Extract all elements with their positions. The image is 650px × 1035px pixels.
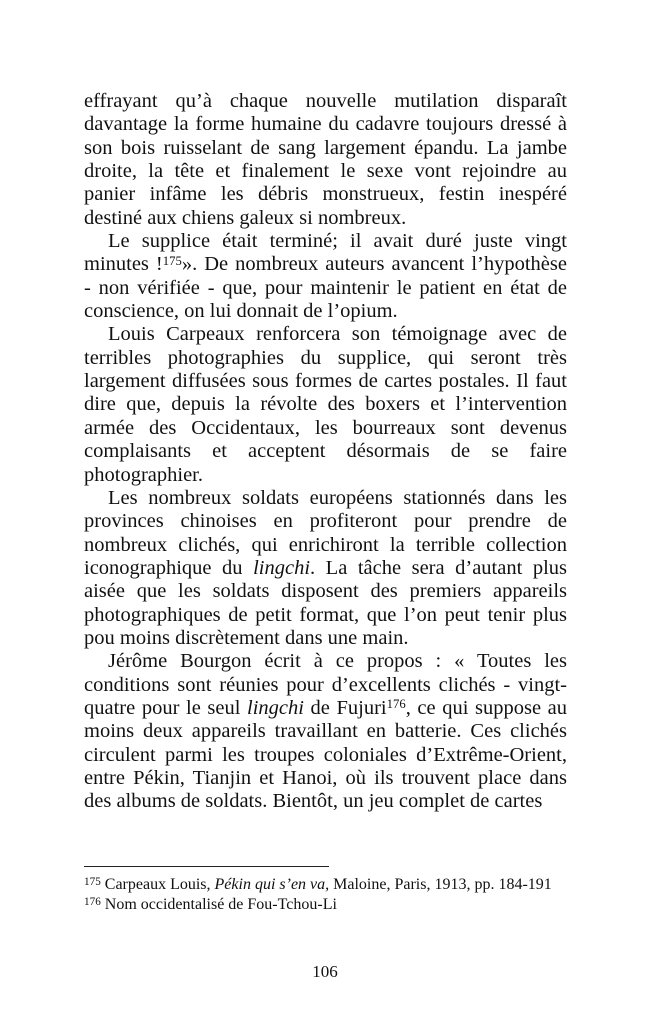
footnote-number: 176 xyxy=(84,895,101,908)
footnote-text: Maloine, Paris, 1913, pp. 184-191 xyxy=(329,876,552,893)
paragraph-supplice xyxy=(84,230,567,323)
paragraph-text: Jérôme Bourgon écrit à ce propos : « Toutes les conditions sont réunies pour d’excellents clichés - vingt-quatre pour le seul xyxy=(84,650,567,719)
italic-term: lingchi xyxy=(253,556,311,579)
footnote-separator xyxy=(84,866,329,867)
footnote-176 xyxy=(84,895,567,915)
paragraph-carpeaux xyxy=(84,323,567,486)
paragraph-text: Le supplice était terminé; il avait duré juste vingt minutes ! xyxy=(84,230,567,276)
footnote-ref-176[interactable]: 176 xyxy=(386,697,406,712)
footnote-number: 175 xyxy=(84,875,101,888)
paragraph-text: , ce qui suppose au moins deux appareils travaillant en batterie. Ces clichés circulent parmi les troupes coloniales d’Extrême-Orient, entre Pékin, Tianjin et Hanoi, où ils trouvent place dans des albums de soldats. Bientôt, un jeu complet de cartes xyxy=(84,696,568,813)
footnote-title: Pékin qui s’en va, xyxy=(214,876,330,893)
italic-term: lingchi xyxy=(247,696,304,719)
footnote-175 xyxy=(84,875,567,895)
paragraph-text: ». De nombreux auteurs avancent l’hypothèse - non vérifiée - que, pour maintenir le patient en état de conscience, on lui donnait de l’opium. xyxy=(84,253,567,323)
paragraph-continuation xyxy=(84,90,567,230)
paragraph-soldats xyxy=(84,487,567,650)
main-text xyxy=(84,90,567,814)
paragraph-text: Louis Carpeaux renforcera son témoignage avec de terribles photographies du supplice, qui seront très largement diffusées sous formes de cartes postales. Il faut dire que, depuis la révolte des boxers et l’intervention armée des Occidentaux, les bourreaux sont devenus complaisants et acceptent désormais de se faire photographier. xyxy=(84,323,567,486)
paragraph-text: . La tâche sera d’autant plus aisée que les soldats disposent des premiers appareils photographiques de petit format, que l’on peut tenir plus pou moins discrètement dans une main. xyxy=(84,556,567,649)
paragraph-bourgon xyxy=(84,650,567,813)
footnotes xyxy=(84,875,567,915)
paragraph-text: Les nombreux soldats européens stationnés dans les provinces chinoises en profiteront pour prendre de nombreux clichés, qui enrichiront la terrible collection iconographique du xyxy=(84,486,567,579)
footnote-text: Nom occidentalisé de Fou-Tchou-Li xyxy=(100,896,337,913)
page-number: 106 xyxy=(312,962,338,981)
footnote-ref-175[interactable]: 175 xyxy=(162,253,182,268)
paragraph-text: de Fujuri xyxy=(303,696,387,719)
footnote-text: Carpeaux Louis, xyxy=(100,876,215,893)
paragraph-text: effrayant qu’à chaque nouvelle mutilation disparaît davantage la forme humaine du cadavre toujours dressé à son bois ruisselant de sang largement épandu. La jambe droite, la tête et finalement le sexe vont rejoindre au panier infâme les débris monstrueux, festin inespéré destiné aux chiens galeux si nombreux. xyxy=(84,90,567,229)
